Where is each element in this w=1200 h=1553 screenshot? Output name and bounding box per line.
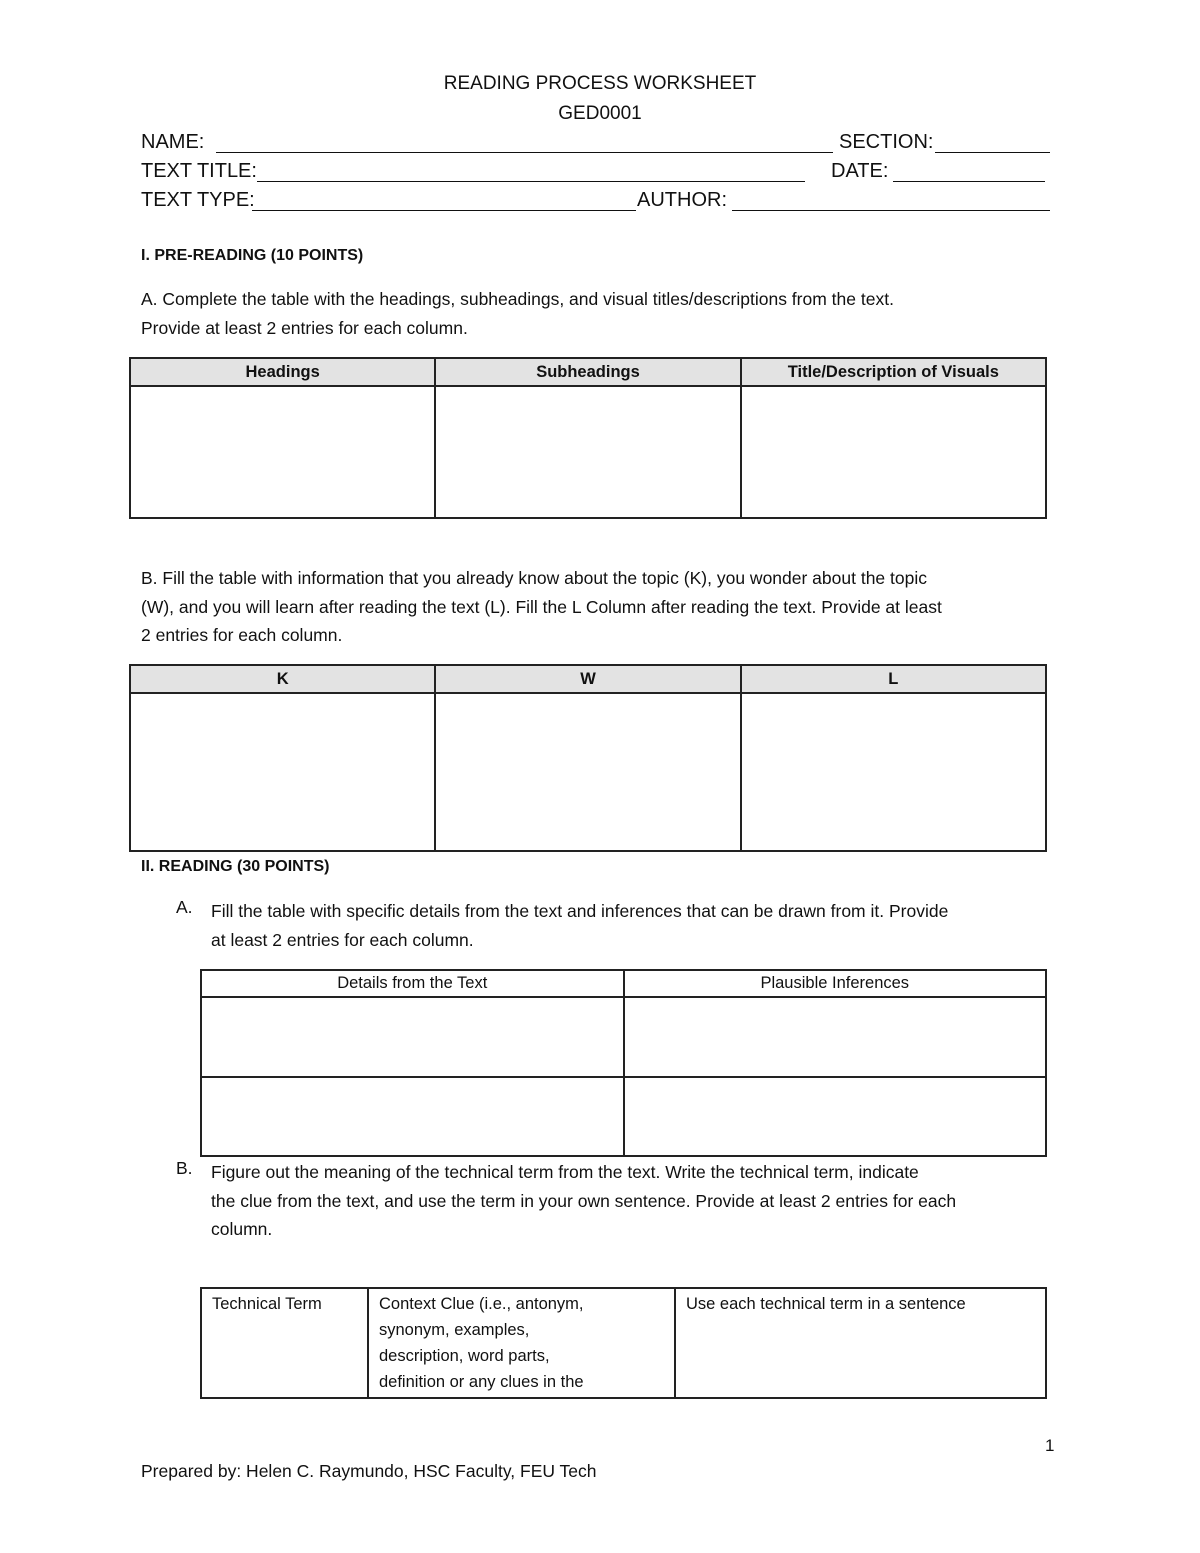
- instruction-line: Provide at least 2 entries for each column.: [141, 317, 468, 338]
- visuals-cell[interactable]: [741, 386, 1046, 518]
- l-cell[interactable]: [741, 693, 1046, 851]
- author-label: AUTHOR:: [637, 189, 727, 211]
- context-clue-line: synonym, examples,: [379, 1321, 530, 1339]
- context-clue-line: description, word parts,: [379, 1347, 550, 1365]
- prepared-by: Prepared by: Helen C. Raymundo, HSC Faculty, FEU Tech: [141, 1461, 597, 1481]
- date-label: DATE:: [831, 160, 889, 182]
- instruction-line: column.: [211, 1219, 273, 1239]
- column-header-l: L: [741, 665, 1046, 693]
- reading-part-b-label: B.: [176, 1158, 193, 1178]
- column-header-visuals: Title/Description of Visuals: [741, 358, 1046, 386]
- reading-heading: II. READING (30 POINTS): [141, 858, 330, 875]
- sentence-cell[interactable]: Use each technical term in a sentence: [675, 1288, 1046, 1398]
- instruction-line: the clue from the text, and use the term in your own sentence. Provide at least 2 entries for each: [211, 1190, 957, 1211]
- course-code: GED0001: [558, 103, 642, 124]
- name-label: NAME:: [141, 131, 205, 153]
- part-b-instruction: [141, 564, 942, 650]
- name-field[interactable]: [216, 152, 833, 153]
- instruction-line: 2 entries for each column.: [141, 625, 343, 645]
- text-title-field[interactable]: [257, 181, 805, 182]
- reading-part-a-label: A.: [176, 897, 193, 917]
- inferences-cell[interactable]: [624, 1077, 1047, 1156]
- text-type-label: TEXT TYPE:: [141, 189, 255, 211]
- date-field[interactable]: [893, 181, 1045, 182]
- worksheet-title: READING PROCESS WORKSHEET: [443, 73, 757, 94]
- instruction-line: Figure out the meaning of the technical term from the text. Write the technical term, indicate: [211, 1162, 919, 1182]
- column-header-subheadings: Subheadings: [435, 358, 740, 386]
- inferences-cell[interactable]: [624, 997, 1047, 1077]
- part-a-instruction: [141, 285, 894, 342]
- column-header-w: W: [435, 665, 740, 693]
- technical-term-table: [200, 1287, 1047, 1399]
- page-number: 1: [1045, 1436, 1055, 1455]
- w-cell[interactable]: [435, 693, 740, 851]
- text-title-label: TEXT TITLE:: [141, 160, 257, 182]
- column-header-details: Details from the Text: [201, 970, 624, 997]
- column-header-k: K: [130, 665, 435, 693]
- k-cell[interactable]: [130, 693, 435, 851]
- details-cell[interactable]: [201, 1077, 624, 1156]
- headings-cell[interactable]: [130, 386, 435, 518]
- kwl-table: [129, 664, 1047, 852]
- instruction-line: Fill the table with specific details from the text and inferences that can be drawn from it. Provide: [211, 901, 949, 921]
- reading-part-a-instruction: [211, 897, 948, 954]
- technical-term-cell[interactable]: Technical Term: [201, 1288, 368, 1398]
- context-clue-line: definition or any clues in the: [379, 1373, 584, 1391]
- reading-part-b-instruction: [211, 1158, 956, 1244]
- details-cell[interactable]: [201, 997, 624, 1077]
- text-type-field[interactable]: [252, 210, 636, 211]
- pre-reading-table: [129, 357, 1047, 519]
- author-field[interactable]: [732, 210, 1050, 211]
- column-header-headings: Headings: [130, 358, 435, 386]
- pre-reading-heading: I. PRE-READING (10 POINTS): [141, 247, 364, 264]
- context-clue-cell[interactable]: [368, 1288, 675, 1398]
- context-clue-line: Context Clue (i.e., antonym,: [379, 1295, 584, 1313]
- instruction-line: (W), and you will learn after reading the text (L). Fill the L Column after reading the text. Provide at least: [141, 596, 942, 617]
- instruction-line: at least 2 entries for each column.: [211, 929, 474, 950]
- section-field[interactable]: [935, 152, 1050, 153]
- details-inferences-table: [200, 969, 1047, 1157]
- column-header-inferences: Plausible Inferences: [624, 970, 1047, 997]
- section-label: SECTION:: [839, 131, 934, 153]
- instruction-line: A. Complete the table with the headings, subheadings, and visual titles/descriptions from the text.: [141, 289, 894, 309]
- subheadings-cell[interactable]: [435, 386, 740, 518]
- instruction-line: B. Fill the table with information that you already know about the topic (K), you wonder about the topic: [141, 568, 927, 588]
